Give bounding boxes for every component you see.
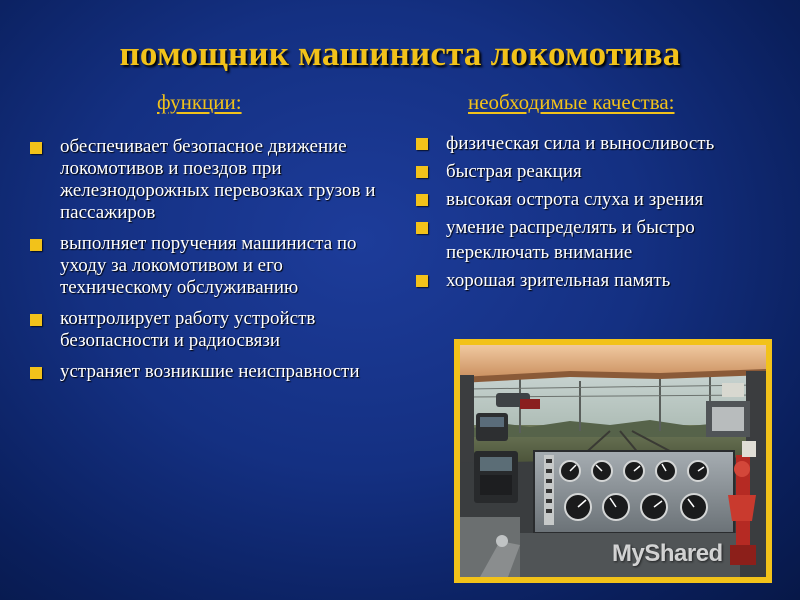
- list-item: [416, 131, 786, 156]
- qualities-heading: необходимые качества:: [468, 90, 675, 114]
- quality-text: хорошая зрительная память: [446, 270, 671, 291]
- function-text: контролирует работу устройств безопасности и радиосвязи: [60, 308, 316, 351]
- qualities-list: [416, 131, 786, 296]
- quality-text: умение распределять и быстро переключать внимание: [446, 217, 695, 263]
- square-bullet-icon: [30, 314, 42, 326]
- square-bullet-icon: [416, 138, 428, 150]
- square-bullet-icon: [30, 142, 42, 154]
- square-bullet-icon: [416, 194, 428, 206]
- functions-heading: функции:: [157, 90, 242, 114]
- quality-text: быстрая реакция: [446, 161, 582, 182]
- list-item: [30, 136, 395, 224]
- square-bullet-icon: [416, 275, 428, 287]
- quality-text: физическая сила и выносливость: [446, 133, 715, 154]
- square-bullet-icon: [30, 239, 42, 251]
- list-item: [416, 187, 786, 212]
- function-text: выполняет поручения машиниста по уходу за локомотивом и его техническому обслуживанию: [60, 233, 357, 298]
- quality-text: высокая острота слуха и зрения: [446, 189, 704, 210]
- function-text: устраняет возникшие неисправности: [60, 361, 360, 382]
- list-item: [30, 233, 395, 299]
- functions-list: [30, 136, 395, 392]
- list-item: [416, 215, 786, 265]
- function-text: обеспечивает безопасное движение локомотивов и поездов при железнодорожных перевозках грузов и пассажиров: [60, 136, 376, 223]
- square-bullet-icon: [30, 367, 42, 379]
- slide-title: помощник машиниста локомотива: [119, 34, 681, 73]
- list-item: [30, 308, 395, 352]
- square-bullet-icon: [416, 222, 428, 234]
- watermark-logo: MyShared: [612, 540, 723, 567]
- square-bullet-icon: [416, 166, 428, 178]
- list-item: [416, 268, 786, 293]
- list-item: [30, 361, 395, 383]
- list-item: [416, 159, 786, 184]
